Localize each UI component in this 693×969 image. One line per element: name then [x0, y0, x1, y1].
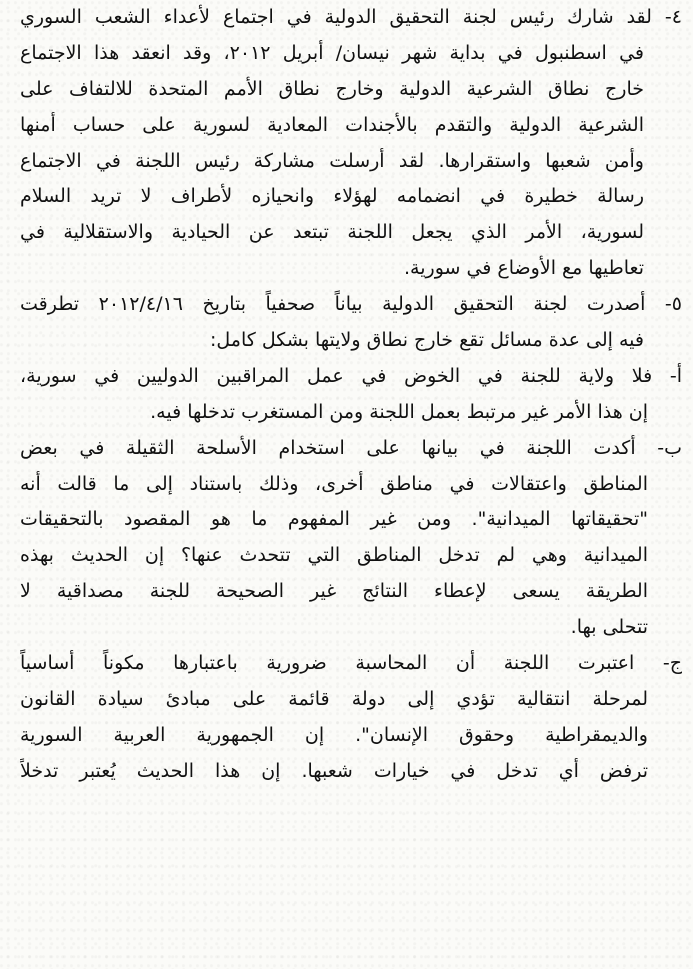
- paragraph-4-line-7: لسورية، الأمر الذي يجعل اللجنة تبتعد عن الحيادية والاستقلالية في: [20, 221, 644, 244]
- item-b-line-2: المناطق واعتقالات في مناطق أخرى، وذلك باستناد إلى ما قالت أنه: [20, 472, 648, 495]
- item-b-line-6: تتحلى بها.: [570, 616, 648, 639]
- item-c-line-1: ج- اعتبرت اللجنة أن المحاسبة ضرورية باعتبارها مكوناً أساسياً: [20, 652, 682, 675]
- item-c-line-4: ترفض أي تدخل في خيارات شعبها. إن هذا الحديث يُعتبر تدخلاً: [20, 759, 648, 782]
- paragraph-5-line-1: ٥- أصدرت لجنة التحقيق الدولية بياناً صحفياً بتاريخ ٢٠١٢/٤/١٦ تطرقت: [20, 293, 682, 316]
- paragraph-4-line-2: في اسطنبول في بداية شهر نيسان/ أبريل ٢٠١٢، وقد انعقد هذا الاجتماع: [20, 41, 644, 64]
- item-a-line-1: أ- فلا ولاية للجنة في الخوض في عمل المراقبين الدوليين في سورية،: [20, 364, 682, 387]
- item-b-line-4: الميدانية وهي لم تدخل المناطق التي تتحدث عنها؟ إن الحديث بهذه: [20, 544, 648, 567]
- paragraph-4-line-5: وأمن شعبها واستقرارها. لقد أرسلت مشاركة رئيس اللجنة في الاجتماع: [20, 149, 644, 172]
- paragraph-4-line-8: تعاطيها مع الأوضاع في سورية.: [404, 257, 644, 280]
- item-b-line-1: ب- أكدت اللجنة في بيانها على استخدام الأسلحة الثقيلة في بعض: [20, 436, 682, 459]
- document-body: [20, 0, 682, 790]
- item-b-line-5: الطريقة يسعى لإعطاء النتائج غير الصحيحة للجنة مصداقية لا: [20, 580, 648, 603]
- item-b-line-3: "تحقيقاتها الميدانية". ومن غير المفهوم ما هو المقصود بالتحقيقات: [20, 508, 648, 531]
- paragraph-4-line-4: الشرعية الدولية والتقدم بالأجندات المعادية لسورية على حساب أمنها: [20, 113, 644, 136]
- paragraph-4-line-3: خارج نطاق الشرعية الدولية وخارج نطاق الأمم المتحدة للالتفاف على: [20, 77, 644, 100]
- paragraph-5-line-2: فيه إلى عدة مسائل تقع خارج نطاق ولايتها بشكل كامل:: [209, 329, 644, 352]
- item-a-line-2: إن هذا الأمر غير مرتبط بعمل اللجنة ومن المستغرب تدخلها فيه.: [150, 400, 648, 423]
- item-c-line-3: والديمقراطية وحقوق الإنسان". إن الجمهورية العربية السورية: [20, 723, 648, 746]
- paragraph-4-line-6: رسالة خطيرة في انضمامه لهؤلاء وانحيازه لأطراف لا تريد السلام: [20, 185, 644, 208]
- item-c-line-2: لمرحلة انتقالية تؤدي إلى دولة قائمة على مبادئ سيادة القانون: [20, 687, 648, 710]
- paragraph-4-line-1: ٤- لقد شارك رئيس لجنة التحقيق الدولية في اجتماع لأعداء الشعب السوري: [20, 6, 682, 28]
